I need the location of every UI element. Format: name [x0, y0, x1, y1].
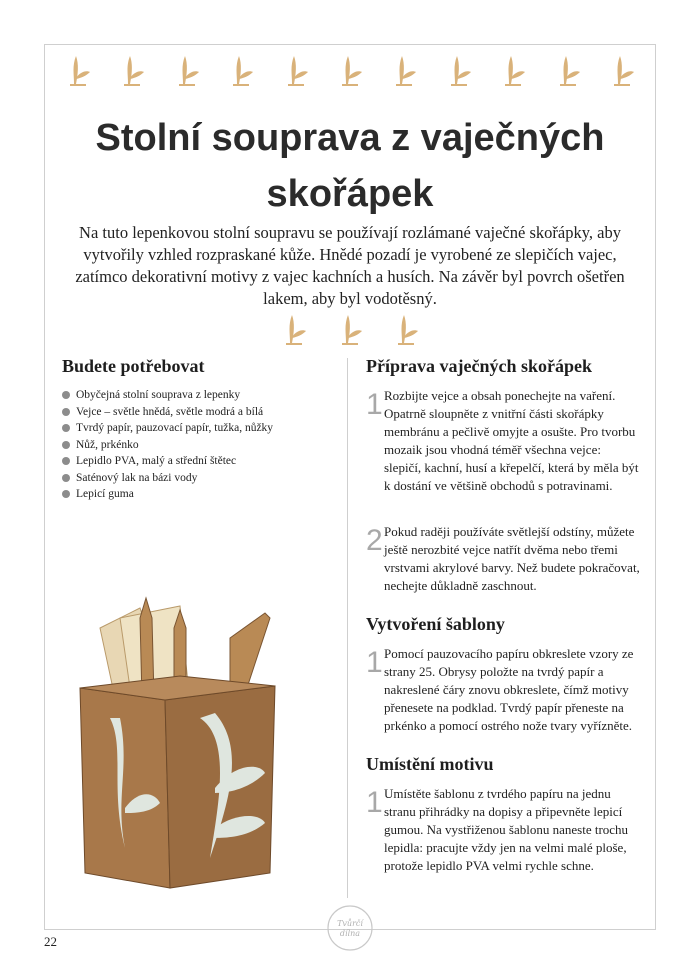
materials-heading: Budete potřebovat — [62, 356, 205, 376]
leaf-ornament-icon — [608, 52, 636, 86]
list-item — [62, 404, 332, 421]
leaf-ornament-icon — [282, 52, 310, 86]
bullet-icon — [62, 408, 70, 416]
leaf-ornament-icon — [554, 52, 582, 86]
step-number: 1 — [366, 646, 383, 679]
list-item — [62, 420, 332, 437]
leaf-ornament-icon — [64, 52, 92, 86]
leaf-ornament-icon — [227, 52, 255, 86]
list-item — [62, 437, 332, 454]
materials-list — [62, 387, 332, 503]
svg-text:dílna: dílna — [339, 929, 361, 938]
leaf-ornament-icon — [390, 52, 418, 86]
list-item-text: Lepidlo PVA, malý a střední štětec — [76, 455, 237, 467]
list-item-text: Obyčejná stolní souprava z lepenky — [76, 389, 241, 401]
pencil-holder-illustration — [70, 588, 280, 898]
section-motif — [366, 754, 640, 875]
step-text: Umístěte šablonu z tvrdého papíru na jednu stranu přihrádky na dopisy a připevněte lepicí gumou. Na vystřiženou šablonu naneste trochu lepidla: pracujte vždy jen na velmi malé ploše, protože lepidlo PVA velmi rychle schne. — [384, 786, 629, 873]
step-item — [366, 387, 640, 495]
bullet-icon — [62, 490, 70, 498]
leaf-ornament-icon — [445, 52, 473, 86]
step-text: Rozbijte vejce a obsah ponechejte na vaření. Opatrně sloupněte z vnitřní části skořápky membránu a pečlivě omyjte a osušte. Pro tvorbu mozaik jsou vhodná téměř všechna vejce: slepičí, kachní, husí a křepelčí, která by měla být k dostání ve většině obchodů s potravinami. — [384, 388, 639, 493]
step-item — [366, 523, 640, 595]
section-template — [366, 614, 640, 735]
leaf-ornament-icon — [173, 52, 201, 86]
leaf-ornament-icon — [499, 52, 527, 86]
leaf-ornament-icon — [280, 311, 308, 345]
page-number: 22 — [44, 934, 57, 949]
list-item — [62, 453, 332, 470]
bullet-icon — [62, 474, 70, 482]
step-text: Pomocí pauzovacího papíru obkreslete vzory ze strany 25. Obrysy položte na tvrdý papír a nakreslené čáry znovu obkreslete, čímž motivy přenesete na podklad. Tvrdý papír přeneste na prkénko a pomocí ostrého nože tvary vyřízněte. — [384, 646, 634, 733]
list-item-text: Saténový lak na bázi vody — [76, 471, 198, 484]
leaf-ornament-icon — [118, 52, 146, 86]
list-item-text: Vejce – světle hnědá, světle modrá a bílá — [76, 405, 264, 418]
middle-ornament-row — [280, 308, 420, 348]
leaf-ornament-icon — [392, 311, 420, 345]
step-item — [366, 785, 640, 875]
list-item-text: Lepicí guma — [76, 488, 134, 500]
list-item-text: Tvrdý papír, pauzovací papír, tužka, nůžky — [76, 422, 274, 434]
list-item — [62, 387, 332, 404]
step-number: 2 — [366, 524, 383, 557]
top-ornament-row — [56, 48, 644, 90]
step-number: 1 — [366, 388, 383, 421]
leaf-ornament-icon — [336, 52, 364, 86]
page-title: Stolní souprava z vaječných skořápek — [95, 117, 605, 215]
section-heading: Vytvoření šablony — [366, 614, 505, 634]
bullet-icon — [62, 424, 70, 432]
column-divider — [347, 358, 348, 898]
list-item — [62, 470, 332, 487]
list-item — [62, 486, 332, 503]
section-heading: Umístění motivu — [366, 754, 494, 774]
step-item — [366, 645, 640, 735]
svg-text:Tvůrčí: Tvůrčí — [337, 919, 363, 928]
section-heading: Příprava vaječných skořápek — [366, 356, 592, 376]
section-preparation — [366, 356, 640, 595]
intro-paragraph: Na tuto lepenkovou stolní soupravu se používají rozlámané vaječné skořápky, aby vytvořily vzhled rozpraskané kůže. Hnědé pozadí je vyrobené ze slepičích vajec, zatímco dekorativní motivy z vajec kachních a husích. Na závěr byl povrch ošetřen lakem, aby byl vodotěsný. — [75, 223, 625, 308]
step-text: Pokud raději používáte světlejší odstíny, můžete ještě nerozbité vejce natřít dvěma nebo třemi vrstvami akrylové barvy. Než budete pokračovat, nechejte důkladně zaschnout. — [384, 524, 640, 593]
bullet-icon — [62, 391, 70, 399]
list-item-text: Nůž, prkénko — [76, 438, 139, 451]
bullet-icon — [62, 457, 70, 465]
step-number: 1 — [366, 786, 383, 819]
stamp-logo — [326, 904, 374, 952]
materials-section — [62, 356, 332, 503]
bullet-icon — [62, 441, 70, 449]
leaf-ornament-icon — [336, 311, 364, 345]
